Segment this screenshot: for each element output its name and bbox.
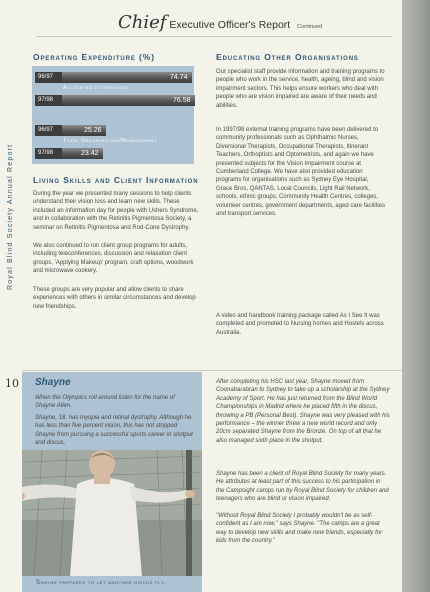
side-title: Royal Blind Society Annual Report: [7, 143, 14, 290]
bar-value-label: 74.74: [170, 74, 188, 81]
shayne-paragraph: After completing his HSC last year, Shayne moved from Coonabarabran to Sydney to take up a scholarship at the Sydney Academy of Sport. He has just returned from the Blind World Championships in Madrid where he placed fifth in the discus, throwing a PB (Personal Best). Shayne was very pleased with his performance – the winner threw a new world record and only 20cm separated Shayne from the Bronze. On top of all that he also managed sixth place in the shotput.: [216, 379, 390, 444]
expenditure-chart: [32, 66, 194, 164]
header-continued: Continued: [297, 24, 323, 30]
header-title-lead: Chief: [118, 12, 167, 33]
bar-value-label: 25.26: [84, 127, 102, 134]
bar-value-label: 23.42: [81, 150, 99, 157]
bar-year-label: 96/97: [35, 125, 62, 136]
bar-year-label: 97/98: [35, 148, 62, 159]
expenditure-heading: Operating Expenditure (%): [33, 52, 155, 62]
living-skills-paragraph: These groups are very popular and allow clients to share experiences with others in similar circumstances and develop new friendships.: [33, 287, 196, 310]
educating-paragraph: In 1997/98 external training programs have been delivered to community professionals such as Ophthalmic Nurses, Diversional Therapists, Occupational Therapists, Itinerant Teachers, Orthoptists and Optometrists, and again we have presented subjects for the Vision Impairment course at Cumberland College. We have also provided education programs for organisations such as Sydney Eye Hospital, Grace Bros, QANTAS, Local Councils, Light Rail Network, schools, ethnic groups, Community Health Centres, colleges, volunteer centres, government departments, aged care facilities and transport services.: [216, 127, 386, 218]
chart-caption-services: Allocated to services: [63, 85, 129, 91]
educating-heading: Educating Other Organisations: [216, 52, 359, 62]
chart-caption-admin: Total Organisation/Management: [63, 138, 158, 144]
living-skills-paragraph: During the year we presented many sessions to help clients understand their vision loss and learn new skills. These included an information day for people with Ushers Syndrome, and in collaboration with the Retinitis Pigmentosa Society, a seminar on Retinitis Pigmentosa and Rod-Cone Dystrophy.: [33, 191, 199, 231]
bar-year-label: 96/97: [35, 72, 62, 83]
shayne-paragraph: Shayne, 18, has myopia and retinal dystrophy. Although he has less than five percent vision, this has not stopped Shayne from pursuing a successful sports career in shotput and discus.: [35, 415, 193, 447]
page-edge: [402, 0, 430, 592]
section-divider: [22, 370, 402, 371]
shayne-paragraph: When the Olympics roll around listen for the name of Shayne Allen.: [35, 395, 175, 410]
shayne-paragraph: "Without Royal Blind Society I probably wouldn't be as self-confident as I am now," says Shayne. "The camps are a great way to develop new skills and make new friends, especially for kids from the country.": [216, 513, 383, 545]
athlete-photo-illustration: [22, 450, 202, 576]
page-header: [118, 12, 322, 33]
photo-caption: Shayne prepares to let another discus fly.: [36, 580, 167, 586]
header-title-rest: Executive Officer's Report: [169, 19, 291, 31]
shayne-heading: Shayne: [35, 377, 71, 388]
photo-caption-panel: [22, 576, 202, 592]
living-skills-paragraph: We also continued to run client group programs for adults, including teleconferences, discussion and relaxation client groups, 'Applying Makeup' program, craft options, woodwork and microwave cookery.: [33, 243, 194, 275]
header-divider: [36, 36, 392, 37]
living-skills-heading: Living Skills and Client Information: [33, 175, 199, 185]
shayne-paragraph: Shayne has been a client of Royal Blind Society for many years. He attributes at least part of this success to his participation in the Campsight camps run by Royal Blind Society for children and teenagers who are blind or vision impaired.: [216, 471, 389, 503]
bar-value-label: 76.58: [173, 97, 191, 104]
educating-paragraph: A video and handbook training package called As I See It was completed and promoted to Nursing homes and Hostels across Australia.: [216, 313, 384, 336]
shayne-photo: [22, 450, 202, 576]
bar-year-label: 97/98: [35, 95, 62, 106]
page-number: 10: [5, 377, 19, 390]
educating-paragraph: Our specialist staff provide information and training programs to people who work in the service, health, ageing, blind and vision impairment sectors. This helps ensure workers who deal with people who are vision impaired are aware of their needs and abilities.: [216, 69, 385, 109]
